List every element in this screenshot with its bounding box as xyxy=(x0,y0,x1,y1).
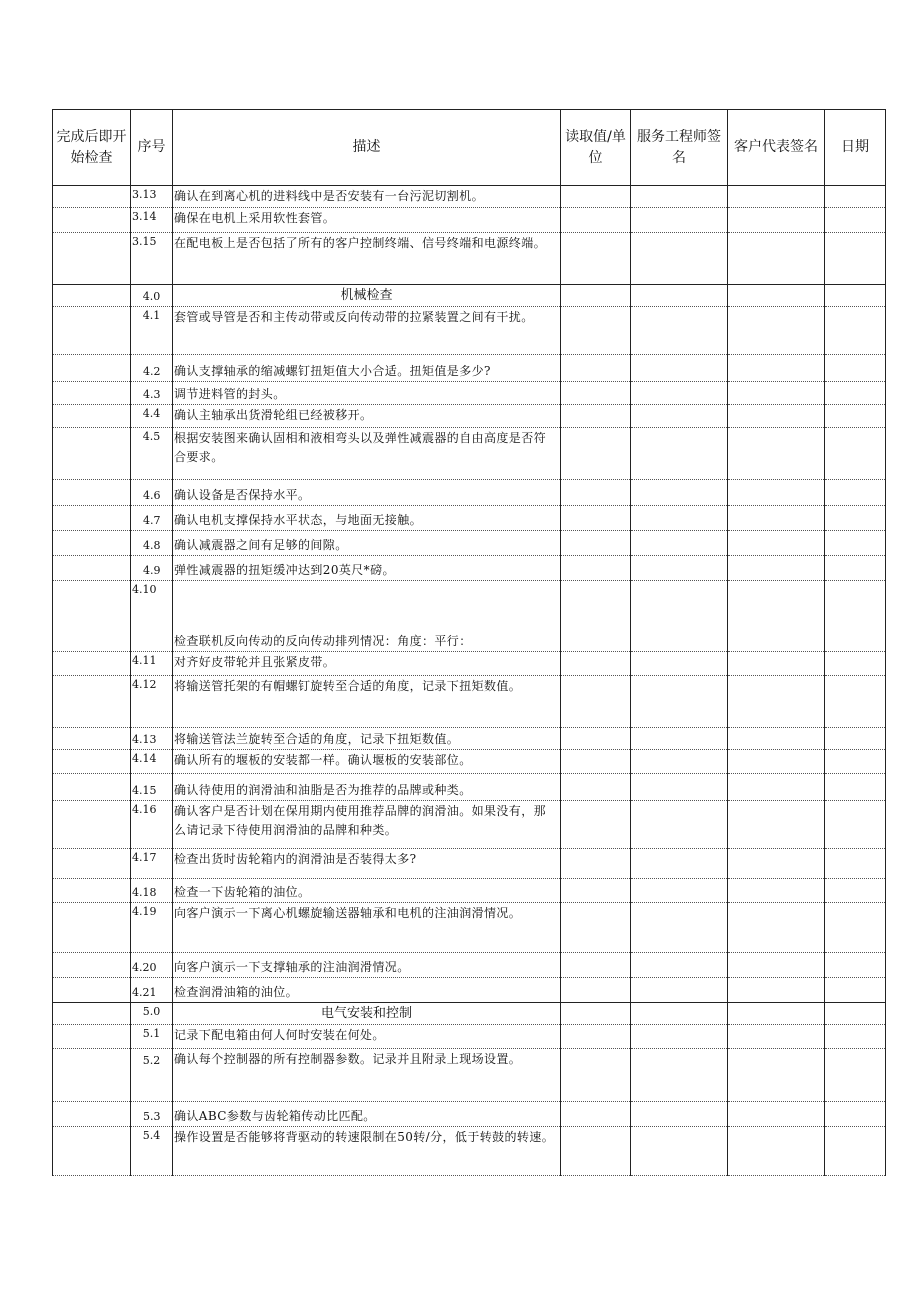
customer-sign-cell[interactable] xyxy=(728,382,825,405)
engineer-sign-cell[interactable] xyxy=(631,307,728,355)
customer-sign-cell[interactable] xyxy=(728,953,825,978)
row-description: 操作设置是否能够将背驱动的转速限制在50转/分，低于转鼓的转速。 xyxy=(173,1127,561,1176)
reading-cell[interactable] xyxy=(561,676,631,728)
date-cell[interactable] xyxy=(825,1049,886,1102)
row-number: 3.15 xyxy=(131,233,173,285)
table-row xyxy=(53,405,886,428)
row-description: 确认待使用的润滑油和油脂是否为推荐的品牌或种类。 xyxy=(173,774,561,801)
date-cell[interactable] xyxy=(825,556,886,581)
row-description: 弹性减震器的扭矩缓冲达到20英尺*磅。 xyxy=(173,556,561,581)
reading-cell[interactable] xyxy=(561,728,631,750)
table-row xyxy=(53,1102,886,1127)
row-description: 在配电板上是否包括了所有的客户控制终端、信号终端和电源终端。 xyxy=(173,233,561,285)
reading-cell[interactable] xyxy=(561,531,631,556)
row-number: 4.13 xyxy=(131,728,173,750)
customer-sign-cell[interactable] xyxy=(728,208,825,233)
reading-cell[interactable] xyxy=(561,1102,631,1127)
row-number: 4.2 xyxy=(131,355,173,382)
row-number: 5.1 xyxy=(131,1025,173,1049)
row-description: 记录下配电箱由何人何时安装在何处。 xyxy=(173,1025,561,1049)
row-number: 4.9 xyxy=(131,556,173,581)
engineer-sign-cell[interactable] xyxy=(631,233,728,285)
reading-cell[interactable] xyxy=(561,1025,631,1049)
row-description: 确认主轴承出货滑轮组已经被移开。 xyxy=(173,405,561,428)
table-row xyxy=(53,676,886,728)
table-row xyxy=(53,728,886,750)
row-description: 确认每个控制器的所有控制器参数。记录并且附录上现场设置。 xyxy=(173,1049,561,1102)
date-cell[interactable] xyxy=(825,849,886,879)
reading-cell[interactable] xyxy=(561,556,631,581)
row-number: 4.8 xyxy=(131,531,173,556)
row-number: 4.18 xyxy=(131,879,173,903)
reading-cell[interactable] xyxy=(561,428,631,480)
section-title: 机械检查 xyxy=(173,285,561,307)
engineer-sign-cell[interactable] xyxy=(631,801,728,849)
engineer-sign-cell[interactable] xyxy=(631,531,728,556)
date-cell[interactable] xyxy=(825,506,886,531)
customer-sign-cell[interactable] xyxy=(728,480,825,506)
date-cell[interactable] xyxy=(825,728,886,750)
row-description: 将输送管法兰旋转至合适的角度，记录下扭矩数值。 xyxy=(173,728,561,750)
engineer-sign-cell[interactable] xyxy=(631,1049,728,1102)
date-cell[interactable] xyxy=(825,652,886,676)
section-row-electrical xyxy=(53,1003,886,1025)
engineer-sign-cell[interactable] xyxy=(631,428,728,480)
row-number: 3.13 xyxy=(131,186,173,208)
engineer-sign-cell[interactable] xyxy=(631,186,728,208)
row-description: 调节进料管的封头。 xyxy=(173,382,561,405)
engineer-sign-cell[interactable] xyxy=(631,480,728,506)
reading-cell[interactable] xyxy=(561,186,631,208)
row-description: 确认支撑轴承的缩减螺钉扭矩值大小合适。扭矩值是多少? xyxy=(173,355,561,382)
row-description: 确认设备是否保持水平。 xyxy=(173,480,561,506)
section-row-mechanical xyxy=(53,285,886,307)
engineer-sign-cell[interactable] xyxy=(631,355,728,382)
engineer-sign-cell[interactable] xyxy=(631,652,728,676)
header-date: 日期 xyxy=(825,110,886,186)
row-number: 5.0 xyxy=(131,1003,173,1025)
date-cell[interactable] xyxy=(825,480,886,506)
header-customer-signature: 客户代表签名 xyxy=(728,110,825,186)
table-row xyxy=(53,849,886,879)
reading-cell[interactable] xyxy=(561,879,631,903)
date-cell[interactable] xyxy=(825,774,886,801)
row-description: 向客户演示一下离心机螺旋输送器轴承和电机的注油润滑情况。 xyxy=(173,903,561,953)
table-row xyxy=(53,750,886,774)
table-row xyxy=(53,307,886,355)
date-cell[interactable] xyxy=(825,531,886,556)
date-cell[interactable] xyxy=(825,405,886,428)
engineer-sign-cell[interactable] xyxy=(631,978,728,1003)
engineer-sign-cell[interactable] xyxy=(631,903,728,953)
customer-sign-cell[interactable] xyxy=(728,556,825,581)
row-description: 确认ABC参数与齿轮箱传动比匹配。 xyxy=(173,1102,561,1127)
date-cell[interactable] xyxy=(825,1102,886,1127)
row-number: 5.4 xyxy=(131,1127,173,1176)
customer-sign-cell[interactable] xyxy=(728,1025,825,1049)
reading-cell[interactable] xyxy=(561,801,631,849)
row-number: 5.2 xyxy=(131,1049,173,1102)
table-row xyxy=(53,208,886,233)
table-row xyxy=(53,903,886,953)
customer-sign-cell[interactable] xyxy=(728,750,825,774)
date-cell[interactable] xyxy=(825,750,886,774)
row-number: 4.7 xyxy=(131,506,173,531)
row-description: 对齐好皮带轮并且张紧皮带。 xyxy=(173,652,561,676)
row-description: 确认减震器之间有足够的间隙。 xyxy=(173,531,561,556)
header-reading-unit: 读取值/单位 xyxy=(561,110,631,186)
date-cell[interactable] xyxy=(825,186,886,208)
engineer-sign-cell[interactable] xyxy=(631,953,728,978)
reading-cell[interactable] xyxy=(561,581,631,652)
engineer-sign-cell[interactable] xyxy=(631,849,728,879)
row-number: 3.14 xyxy=(131,208,173,233)
table-row xyxy=(53,531,886,556)
reading-cell[interactable] xyxy=(561,750,631,774)
row-description: 检查联机反向传动的反向传动排列情况：角度：平行： xyxy=(173,581,561,652)
table-row xyxy=(53,953,886,978)
reading-cell[interactable] xyxy=(561,953,631,978)
customer-sign-cell[interactable] xyxy=(728,307,825,355)
row-number: 4.11 xyxy=(131,652,173,676)
engineer-sign-cell[interactable] xyxy=(631,676,728,728)
row-number: 4.3 xyxy=(131,382,173,405)
date-cell[interactable] xyxy=(825,1127,886,1176)
date-cell[interactable] xyxy=(825,382,886,405)
customer-sign-cell[interactable] xyxy=(728,652,825,676)
table-row xyxy=(53,186,886,208)
row-description: 套管或导管是否和主传动带或反向传动带的拉紧装置之间有干扰。 xyxy=(173,307,561,355)
row-number: 4.4 xyxy=(131,405,173,428)
reading-cell[interactable] xyxy=(561,903,631,953)
customer-sign-cell[interactable] xyxy=(728,186,825,208)
row-number: 4.19 xyxy=(131,903,173,953)
header-engineer-signature: 服务工程师签名 xyxy=(631,110,728,186)
date-cell[interactable] xyxy=(825,879,886,903)
customer-sign-cell[interactable] xyxy=(728,879,825,903)
table-row xyxy=(53,774,886,801)
customer-sign-cell[interactable] xyxy=(728,1127,825,1176)
row-description: 检查一下齿轮箱的油位。 xyxy=(173,879,561,903)
row-number: 4.5 xyxy=(131,428,173,480)
reading-cell[interactable] xyxy=(561,480,631,506)
reading-cell[interactable] xyxy=(561,1127,631,1176)
row-number: 4.16 xyxy=(131,801,173,849)
table-row xyxy=(53,879,886,903)
table-row xyxy=(53,1049,886,1102)
row-description: 确认客户是否计划在保用期内使用推荐品牌的润滑油。如果没有，那么请记录下待使用润滑油的品牌和种类。 xyxy=(173,801,561,849)
row-description: 确保在电机上采用软性套管。 xyxy=(173,208,561,233)
table-row xyxy=(53,801,886,849)
row-number: 4.12 xyxy=(131,676,173,728)
customer-sign-cell[interactable] xyxy=(728,676,825,728)
customer-sign-cell[interactable] xyxy=(728,506,825,531)
row-number: 4.15 xyxy=(131,774,173,801)
customer-sign-cell[interactable] xyxy=(728,1049,825,1102)
row-description: 确认电机支撑保持水平状态，与地面无接触。 xyxy=(173,506,561,531)
reading-cell[interactable] xyxy=(561,233,631,285)
customer-sign-cell[interactable] xyxy=(728,581,825,652)
reading-cell[interactable] xyxy=(561,382,631,405)
row-description: 向客户演示一下支撑轴承的注油润滑情况。 xyxy=(173,953,561,978)
reading-cell[interactable] xyxy=(561,506,631,531)
table-row xyxy=(53,556,886,581)
date-cell[interactable] xyxy=(825,1025,886,1049)
engineer-sign-cell[interactable] xyxy=(631,1102,728,1127)
customer-sign-cell[interactable] xyxy=(728,849,825,879)
row-number: 4.0 xyxy=(131,285,173,307)
table-row xyxy=(53,1025,886,1049)
table-row xyxy=(53,978,886,1003)
reading-cell[interactable] xyxy=(561,849,631,879)
reading-cell[interactable] xyxy=(561,405,631,428)
date-cell[interactable] xyxy=(825,428,886,480)
row-number: 4.14 xyxy=(131,750,173,774)
date-cell[interactable] xyxy=(825,676,886,728)
engineer-sign-cell[interactable] xyxy=(631,1127,728,1176)
date-cell[interactable] xyxy=(825,801,886,849)
customer-sign-cell[interactable] xyxy=(728,233,825,285)
customer-sign-cell[interactable] xyxy=(728,428,825,480)
engineer-sign-cell[interactable] xyxy=(631,879,728,903)
row-number: 4.21 xyxy=(131,978,173,1003)
row-number: 5.3 xyxy=(131,1102,173,1127)
customer-sign-cell[interactable] xyxy=(728,531,825,556)
section-title: 电气安装和控制 xyxy=(173,1003,561,1025)
table-row xyxy=(53,506,886,531)
engineer-sign-cell[interactable] xyxy=(631,774,728,801)
date-cell[interactable] xyxy=(825,307,886,355)
engineer-sign-cell[interactable] xyxy=(631,750,728,774)
table-row xyxy=(53,480,886,506)
header-row xyxy=(53,110,886,186)
header-seq-no: 序号 xyxy=(131,110,173,186)
date-cell[interactable] xyxy=(825,953,886,978)
row-number: 4.17 xyxy=(131,849,173,879)
reading-cell[interactable] xyxy=(561,355,631,382)
date-cell[interactable] xyxy=(825,903,886,953)
customer-sign-cell[interactable] xyxy=(728,355,825,382)
reading-cell[interactable] xyxy=(561,307,631,355)
customer-sign-cell[interactable] xyxy=(728,978,825,1003)
engineer-sign-cell[interactable] xyxy=(631,728,728,750)
row-description: 确认在到离心机的进料线中是否安装有一台污泥切割机。 xyxy=(173,186,561,208)
date-cell[interactable] xyxy=(825,581,886,652)
engineer-sign-cell[interactable] xyxy=(631,382,728,405)
row-description: 检查润滑油箱的油位。 xyxy=(173,978,561,1003)
table-row xyxy=(53,382,886,405)
engineer-sign-cell[interactable] xyxy=(631,581,728,652)
date-cell[interactable] xyxy=(825,208,886,233)
date-cell[interactable] xyxy=(825,978,886,1003)
table-row xyxy=(53,428,886,480)
customer-sign-cell[interactable] xyxy=(728,774,825,801)
row-number: 4.10 xyxy=(131,581,173,652)
engineer-sign-cell[interactable] xyxy=(631,405,728,428)
inspection-checklist-table xyxy=(52,109,886,1176)
table-row xyxy=(53,355,886,382)
customer-sign-cell[interactable] xyxy=(728,903,825,953)
customer-sign-cell[interactable] xyxy=(728,405,825,428)
table-row xyxy=(53,581,886,652)
engineer-sign-cell[interactable] xyxy=(631,1025,728,1049)
engineer-sign-cell[interactable] xyxy=(631,208,728,233)
customer-sign-cell[interactable] xyxy=(728,801,825,849)
reading-cell[interactable] xyxy=(561,978,631,1003)
reading-cell[interactable] xyxy=(561,1049,631,1102)
header-start-check: 完成后即开始检查 xyxy=(53,110,131,186)
row-description: 检查出货时齿轮箱内的润滑油是否装得太多? xyxy=(173,849,561,879)
engineer-sign-cell[interactable] xyxy=(631,506,728,531)
table-row xyxy=(53,1127,886,1176)
customer-sign-cell[interactable] xyxy=(728,728,825,750)
date-cell[interactable] xyxy=(825,233,886,285)
row-description: 将输送管托架的有帽螺钉旋转至合适的角度，记录下扭矩数值。 xyxy=(173,676,561,728)
reading-cell[interactable] xyxy=(561,652,631,676)
row-number: 4.6 xyxy=(131,480,173,506)
engineer-sign-cell[interactable] xyxy=(631,556,728,581)
reading-cell[interactable] xyxy=(561,774,631,801)
row-description: 确认所有的堰板的安装都一样。确认堰板的安装部位。 xyxy=(173,750,561,774)
reading-cell[interactable] xyxy=(561,208,631,233)
row-number: 4.20 xyxy=(131,953,173,978)
row-number: 4.1 xyxy=(131,307,173,355)
table-row xyxy=(53,233,886,285)
row-description: 根据安装图来确认固相和液相弯头以及弹性减震器的自由高度是否符合要求。 xyxy=(173,428,561,480)
header-description: 描述 xyxy=(173,110,561,186)
customer-sign-cell[interactable] xyxy=(728,1102,825,1127)
table-row xyxy=(53,652,886,676)
date-cell[interactable] xyxy=(825,355,886,382)
